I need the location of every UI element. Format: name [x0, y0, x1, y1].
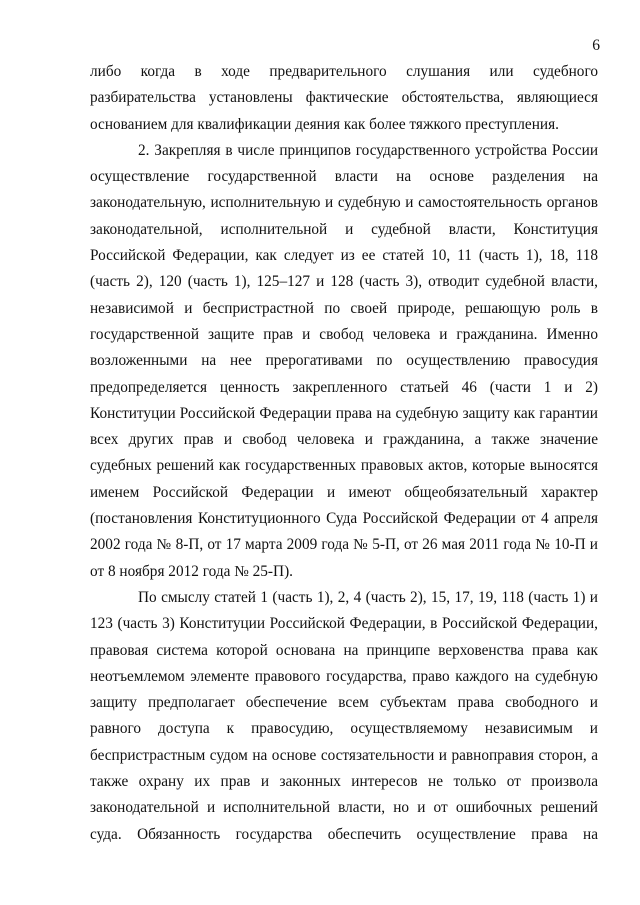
text-line: 2. Закрепляя в числе принципов государственного устройства России: [138, 141, 598, 159]
text-line: правовая система которой основана на принципе верховенства права как: [90, 641, 598, 659]
text-line: По смыслу статей 1 (часть 1), 2, 4 (часть 2), 15, 17, 19, 118 (часть 1) и: [138, 588, 598, 606]
text-line: именем Российской Федерации и имеют общеобязательный характер: [90, 483, 598, 501]
paragraph-3: [90, 585, 598, 848]
document-body: [90, 59, 598, 848]
text-line: беспристрастным судом на основе состязательности и равноправия сторон, а: [90, 746, 598, 764]
text-line: суда. Обязанность государства обеспечить осуществление права на: [90, 825, 598, 843]
text-line: либо когда в ходе предварительного слушания или судебного: [90, 63, 598, 80]
text-line: судебных решений как государственных правовых актов, которые выносятся: [90, 457, 598, 475]
text-line: возложенными на нее прерогативами по осуществлению правосудия: [90, 352, 598, 370]
paragraph-1: [90, 59, 598, 138]
text-line: от 8 ноября 2012 года № 25-П).: [90, 562, 293, 580]
text-line: предопределяется ценность закрепленного статьей 46 (части 1 и 2): [90, 378, 598, 396]
text-line: равного доступа к правосудию, осуществляемому независимым и: [90, 720, 598, 738]
text-line: Российской Федерации, как следует из ее статей 10, 11 (часть 1), 18, 118: [90, 247, 598, 265]
text-line: государственной защите прав и свобод человека и гражданина. Именно: [90, 325, 598, 343]
paragraph-2: [90, 138, 598, 585]
text-line: законодательной и исполнительной власти, но и от ошибочных решений: [90, 799, 598, 817]
text-line: законодательную, исполнительную и судебную и самостоятельность органов: [90, 194, 598, 212]
text-line: 2002 года № 8-П, от 17 марта 2009 года № 5-П, от 26 мая 2011 года № 10-П и: [90, 536, 598, 554]
text-line: 123 (часть 3) Конституции Российской Федерации, в Российской Федерации,: [90, 615, 598, 633]
text-line: защиту предполагает обеспечение всем субъектам права свободного и: [90, 694, 598, 712]
text-line: законодательной, исполнительной и судебной власти, Конституция: [90, 220, 598, 238]
text-line: неотъемлемом элементе правового государства, право каждого на судебную: [90, 667, 598, 685]
text-line: основанием для квалификации деяния как более тяжкого преступления.: [90, 115, 559, 133]
page-number: 6: [592, 37, 600, 54]
text-line: осуществление государственной власти на основе разделения на: [90, 168, 598, 186]
text-line: разбирательства установлены фактические обстоятельства, являющиеся: [90, 89, 598, 107]
text-line: (часть 2), 120 (часть 1), 125–127 и 128 (часть 3), отводит судебной власти,: [90, 273, 598, 291]
text-line: Конституции Российской Федерации права на судебную защиту как гарантии: [90, 404, 598, 422]
text-line: всех других прав и свобод человека и гражданина, а также значение: [90, 431, 598, 449]
text-line: также охрану их прав и законных интересов не только от произвола: [90, 773, 598, 791]
text-line: независимой и беспристрастной по своей природе, решающую роль в: [90, 299, 598, 317]
text-line: (постановления Конституционного Суда Российской Федерации от 4 апреля: [90, 510, 598, 528]
